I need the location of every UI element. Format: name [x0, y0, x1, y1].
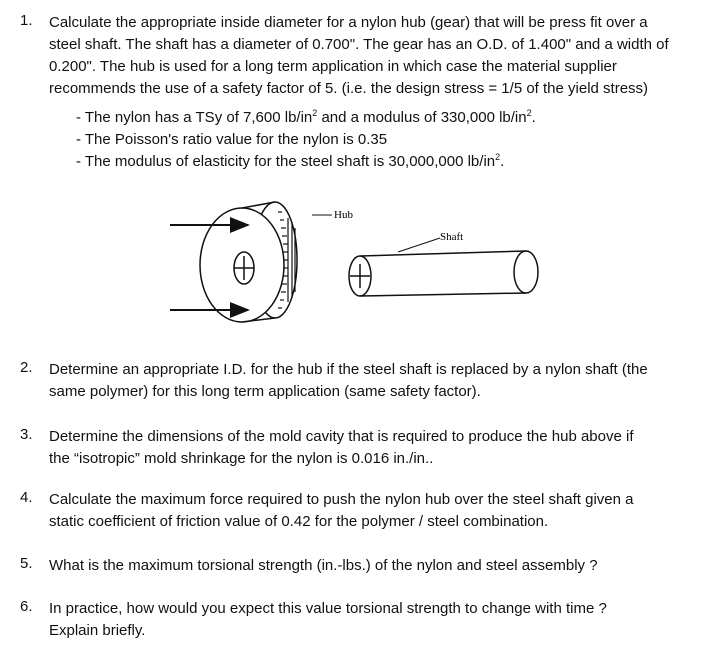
question-1-line: 0.200". The hub is used for a long term application in which case the material supplier	[49, 58, 617, 75]
question-3-line: Determine the dimensions of the mold cavity that is required to produce the hub above if	[49, 428, 634, 445]
hub-drawing	[200, 202, 297, 322]
question-1-line: steel shaft. The shaft has a diameter of 0.700". The gear has an O.D. of 1.400" and a width of	[49, 36, 669, 53]
question-1-text	[49, 12, 709, 100]
given-data-item	[76, 107, 676, 129]
question-1-number: 1.	[20, 12, 33, 29]
hub-label: Hub	[334, 209, 353, 221]
given-data-list	[76, 107, 676, 173]
bullet-text: .	[500, 153, 505, 170]
bullet-text: - The modulus of elasticity for the steel shaft is 30,000,000 lb/in	[76, 153, 496, 170]
shaft-leader-line	[398, 238, 440, 252]
given-data-item: - The Poisson's ratio value for the nylon is 0.35	[76, 131, 388, 148]
superscript: 2	[312, 108, 318, 118]
question-1-line: recommends the use of a safety factor of 5. (i.e. the design stress = 1/5 of the yield stress)	[49, 80, 649, 97]
question-4-line: Calculate the maximum force required to push the nylon hub over the steel shaft given a	[49, 491, 634, 508]
hub-shaft-figure	[160, 198, 560, 338]
question-2-text	[49, 359, 709, 403]
question-6-line: Explain briefly.	[49, 622, 146, 639]
shaft-label: Shaft	[440, 231, 464, 243]
shaft-drawing	[349, 251, 538, 296]
question-2-line: Determine an appropriate I.D. for the hub if the steel shaft is replaced by a nylon shaft (the	[49, 361, 648, 378]
question-4-text	[49, 489, 709, 533]
question-3-line: the “isotropic” mold shrinkage for the nylon is 0.016 in./in..	[49, 450, 434, 467]
question-5-number: 5.	[20, 555, 33, 572]
question-4-number: 4.	[20, 489, 33, 506]
bullet-text: and a modulus of 330,000 lb/in	[317, 109, 527, 126]
question-6-text	[49, 598, 709, 642]
question-1-line: Calculate the appropriate inside diameter for a nylon hub (gear) that will be press fit over a	[49, 14, 648, 31]
question-5-line: What is the maximum torsional strength (in.-lbs.) of the nylon and steel assembly ?	[49, 557, 598, 574]
bullet-text: - The nylon has a TSy of 7,600 lb/in	[76, 109, 313, 126]
question-5-text	[49, 555, 709, 577]
superscript: 2	[495, 152, 501, 162]
bullet-text: .	[531, 109, 536, 126]
question-6-number: 6.	[20, 598, 33, 615]
question-2-line: same polymer) for this long term application (same safety factor).	[49, 383, 481, 400]
question-2-number: 2.	[20, 359, 33, 376]
superscript: 2	[526, 108, 532, 118]
given-data-item	[76, 151, 676, 173]
question-3-number: 3.	[20, 426, 33, 443]
question-4-line: static coefficient of friction value of 0.42 for the polymer / steel combination.	[49, 513, 549, 530]
question-6-line: In practice, how would you expect this value torsional strength to change with time ?	[49, 600, 607, 617]
question-3-text	[49, 426, 709, 470]
